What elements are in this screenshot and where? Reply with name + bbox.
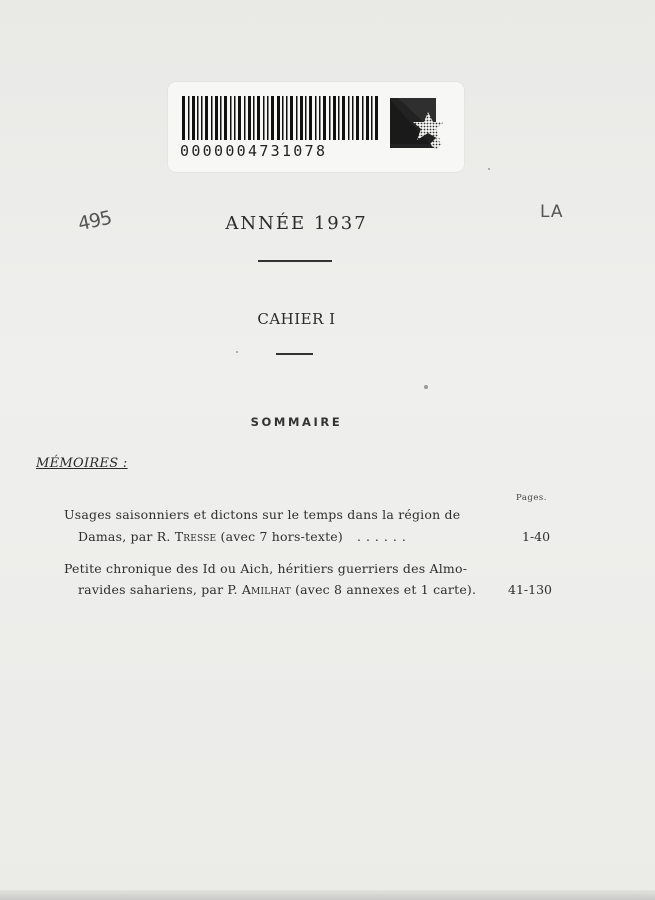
issue-title: CAHIER I — [257, 310, 336, 328]
volume-year-title: ANNÉE 1937 — [225, 213, 368, 234]
page-bottom-edge — [0, 890, 655, 900]
entry-1-title-line: Usages saisonniers et dictons sur le temps dans la région de — [64, 507, 461, 522]
title-divider — [258, 260, 332, 262]
pencil-annotation-right: LA — [540, 202, 564, 222]
pages-column-label: Pages. — [516, 493, 547, 503]
entry-1-author-line: Damas, par R. Tresse (avec 7 hors-texte) ...... — [78, 529, 411, 544]
paper-speck — [424, 385, 428, 389]
paper-speck — [236, 351, 238, 353]
entry-1-pages: 1-40 — [522, 529, 551, 544]
entry-1-author: Tresse — [174, 529, 217, 544]
barcode-number: 0000004731078 — [180, 142, 328, 160]
entry-2-author-line: ravides sahariens, par P. Amilhat (avec 8 annexes et 1 carte). — [78, 582, 477, 597]
entry-2-author: Amilhat — [241, 582, 291, 597]
dot-leader: ...... — [356, 529, 411, 544]
contents-heading: SOMMAIRE — [250, 415, 343, 429]
library-star-logo-icon — [390, 98, 450, 158]
issue-divider — [276, 353, 313, 355]
barcode-label — [168, 82, 464, 172]
entry-2-pages: 41-130 — [508, 582, 552, 597]
paper-speck — [488, 168, 490, 170]
barcode-bars — [182, 96, 382, 140]
section-title-memoires: MÉMOIRES : — [36, 456, 128, 471]
pencil-annotation-left: 495 — [76, 206, 114, 236]
entry-2-title-line: Petite chronique des Id ou Aich, héritiers guerriers des Almo- — [64, 561, 468, 576]
